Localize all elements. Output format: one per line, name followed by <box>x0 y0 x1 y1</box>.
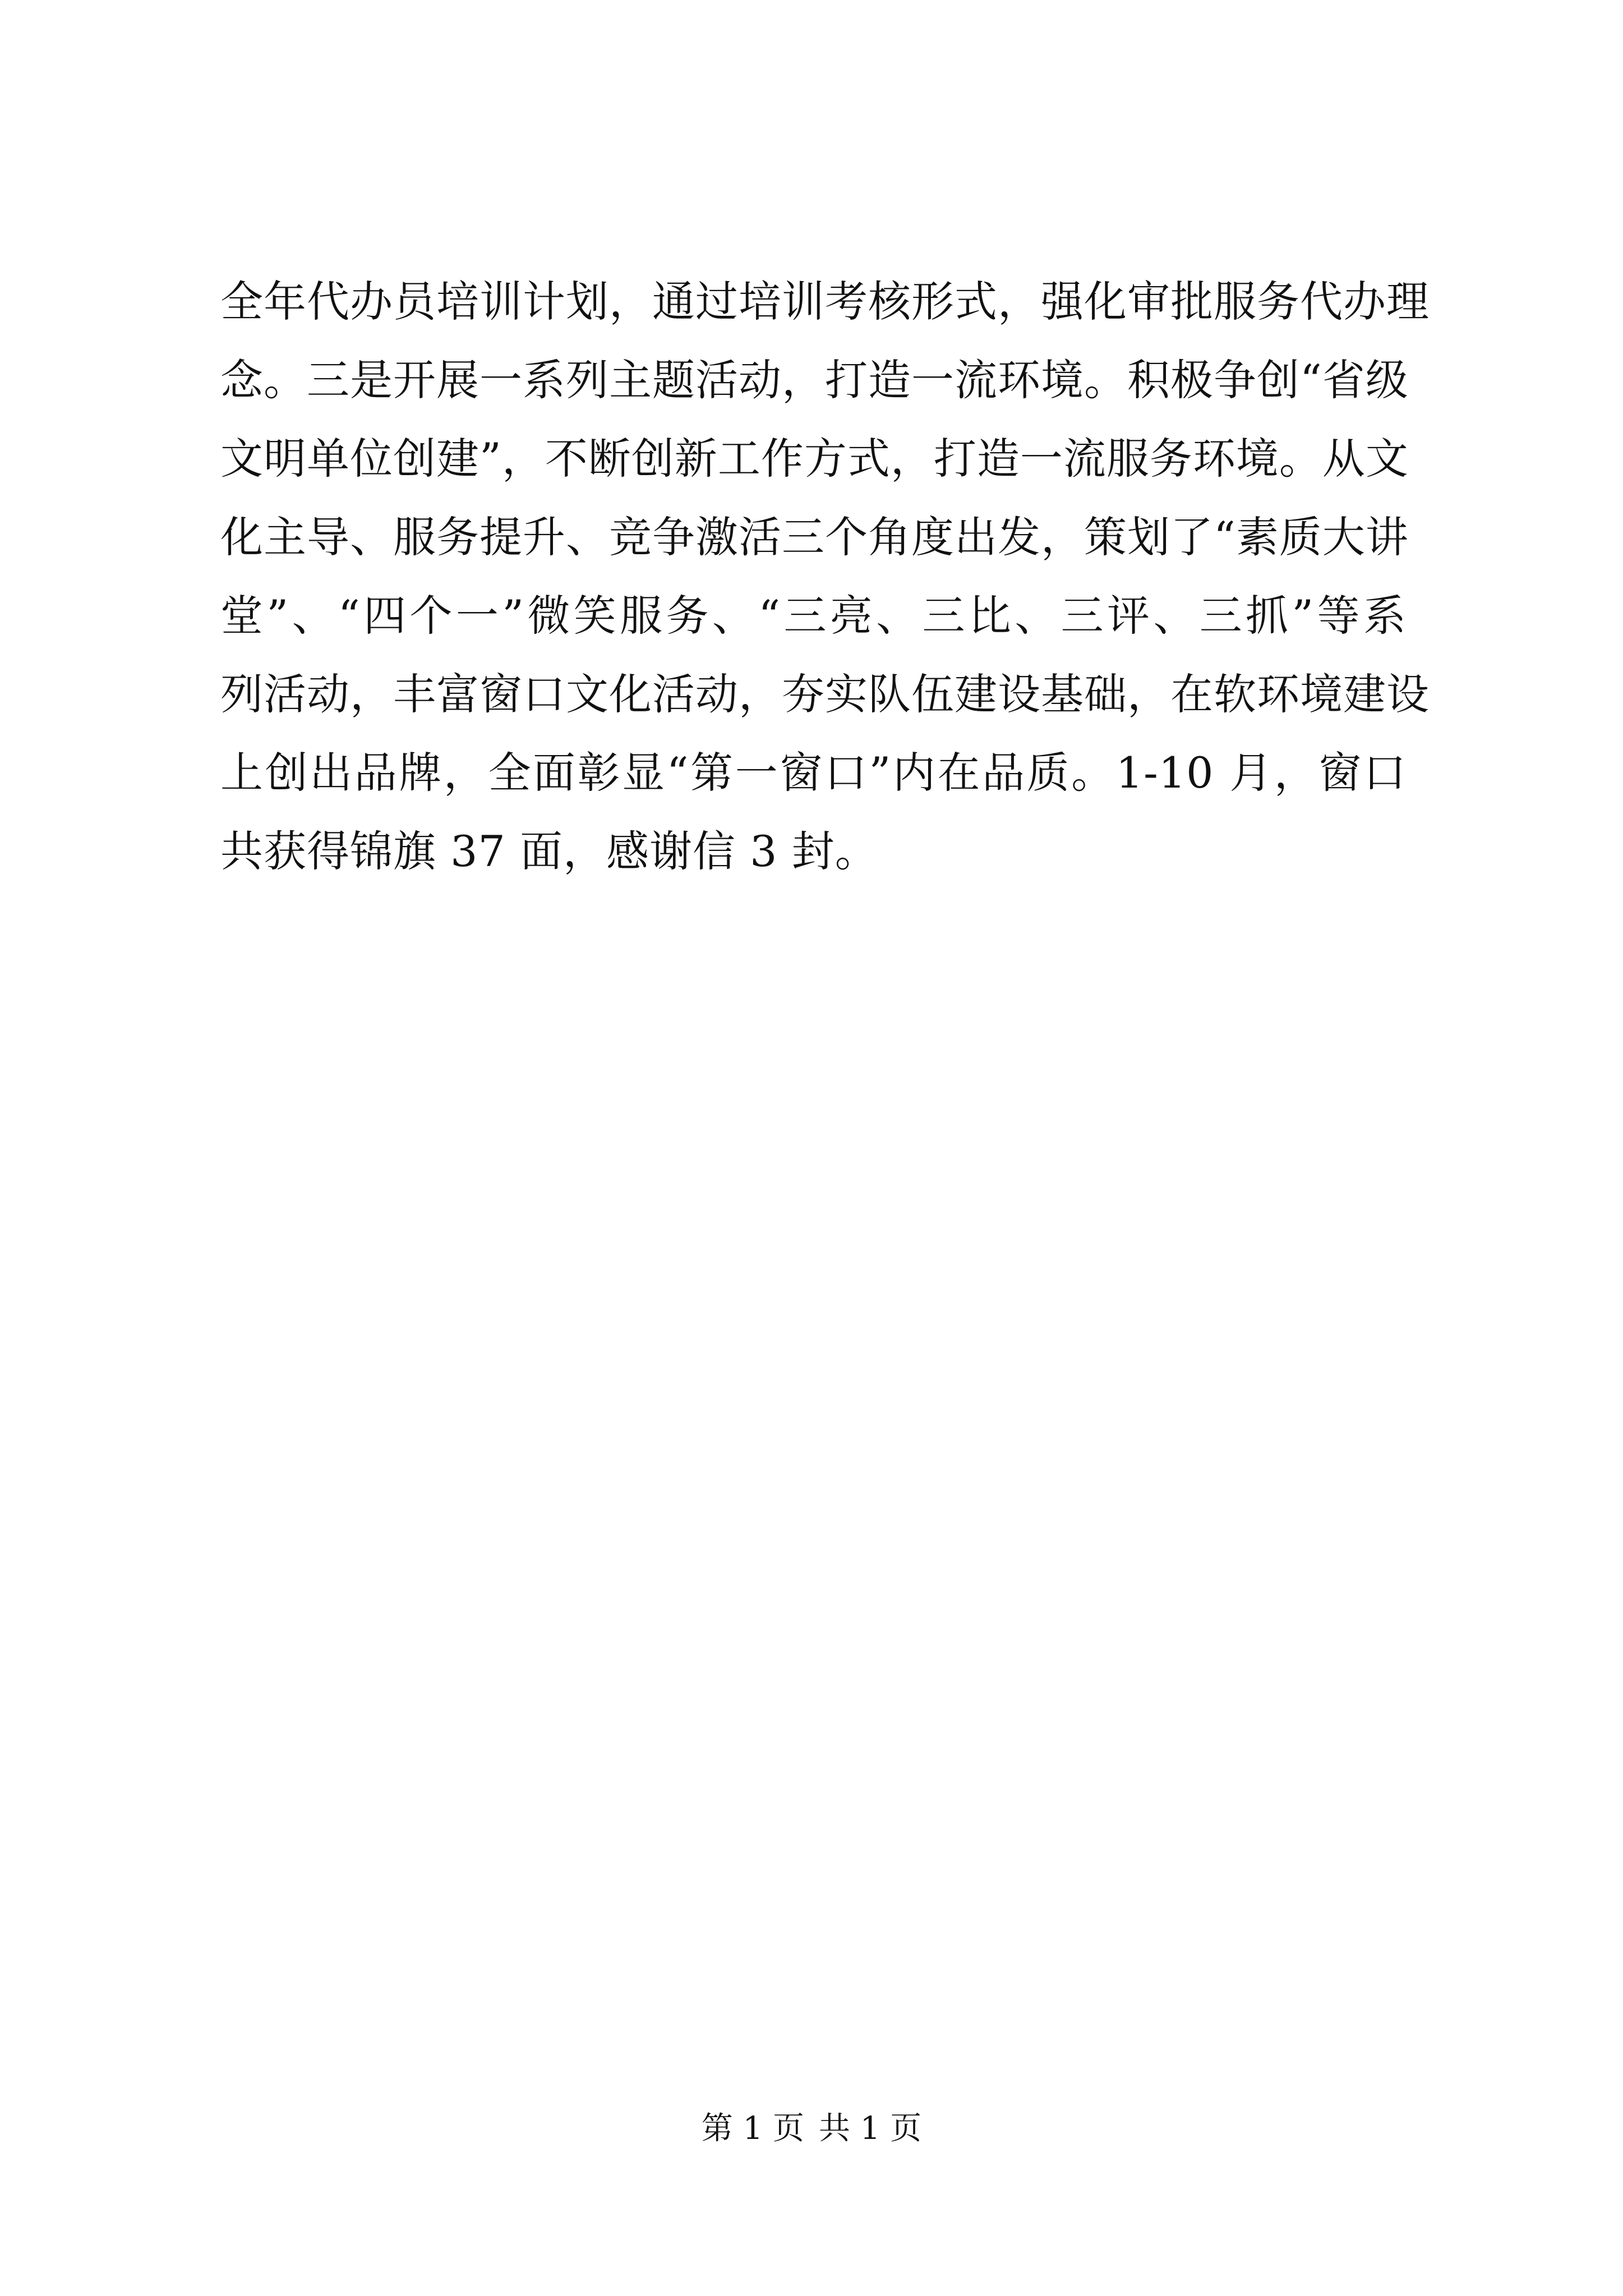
page-number: 第 1 页 <box>701 2110 804 2147</box>
page-footer <box>0 2106 1623 2151</box>
paragraph-line-1: 全年代办员培训计划，通过培训考核形式，强化审批服务代办理 <box>220 277 1430 326</box>
paragraph-line-7: 上创出品牌，全面彰显“第一窗口”内在品质。1-10 月，窗口 <box>220 748 1407 798</box>
paragraph-line-2: 念。三是开展一系列主题活动，打造一流环境。积极争创“省级 <box>220 355 1409 405</box>
paragraph-line-4: 化主导、服务提升、竞争激活三个角度出发，策划了“素质大讲 <box>220 512 1409 562</box>
paragraph-line-6: 列活动，丰富窗口文化活动，夯实队伍建设基础，在软环境建设 <box>220 669 1430 719</box>
body-paragraph <box>220 263 1430 891</box>
paragraph-line-3: 文明单位创建”，不断创新工作方式，打造一流服务环境。从文 <box>220 434 1409 484</box>
paragraph-line-8: 共获得锦旗 37 面，感谢信 3 封。 <box>220 826 878 876</box>
page-total: 共 1 页 <box>819 2110 922 2147</box>
paragraph-line-5: 堂”、“四个一”微笑服务、“三亮、三比、三评、三抓”等系 <box>220 591 1407 641</box>
